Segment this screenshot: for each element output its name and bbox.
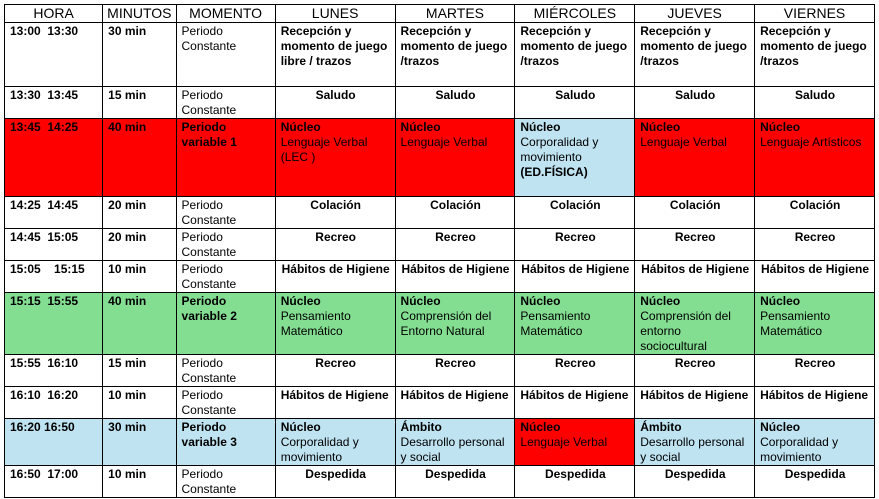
activity-title: Núcleo (760, 120, 801, 134)
table-row (5, 229, 875, 261)
time-cell: 16:20 16:50 (5, 419, 103, 466)
activity-title: Despedida (664, 467, 726, 481)
day-cell (635, 119, 755, 197)
duration-cell: 30 min (103, 419, 176, 466)
activity-title: Núcleo (280, 120, 321, 134)
day-cell (275, 466, 395, 498)
day-cell (755, 87, 875, 119)
activity-title: Hábitos de Higiene (400, 388, 509, 402)
activity-title: Hábitos de Higiene (640, 388, 749, 402)
day-cell (275, 261, 395, 293)
moment-cell: Periodo variable 3 (176, 419, 275, 466)
day-cell (395, 229, 515, 261)
day-cell (635, 355, 755, 387)
activity-subject: Corporalidad y movimiento (760, 435, 839, 464)
activity-title: Despedida (425, 467, 486, 481)
activity-title: Colación (669, 198, 721, 212)
table-row (5, 419, 875, 466)
activity-subject: Lenguaje Verbal (520, 435, 608, 449)
duration-cell: 30 min (103, 23, 176, 87)
day-cell (635, 466, 755, 498)
activity-title: Colación (430, 198, 481, 212)
activity-title: Recreo (554, 356, 596, 370)
day-cell (395, 87, 515, 119)
activity-title: Recreo (435, 230, 476, 244)
day-cell (635, 419, 755, 466)
day-cell (275, 229, 395, 261)
day-cell (515, 293, 635, 355)
activity-title: Despedida (305, 467, 366, 481)
activity-title: Núcleo (280, 294, 321, 308)
day-cell (755, 229, 875, 261)
time-cell: 15:15 15:55 (5, 293, 103, 355)
activity-title: Núcleo (400, 120, 441, 134)
activity-title: Hábitos de Higiene (281, 262, 390, 276)
day-cell (515, 355, 635, 387)
activity-title: Hábitos de Higiene (520, 388, 629, 402)
header-martes: MARTES (395, 5, 515, 23)
day-cell (755, 23, 875, 87)
moment-cell: Periodo variable 2 (176, 293, 275, 355)
day-cell (515, 197, 635, 229)
time-cell: 13:30 13:45 (5, 87, 103, 119)
activity-title: Colación (789, 198, 841, 212)
activity-title: Hábitos de Higiene (641, 262, 750, 276)
activity-title: Colación (549, 198, 601, 212)
day-cell (395, 23, 515, 87)
activity-subject: Desarrollo personal y social (400, 435, 505, 464)
duration-cell: 20 min (103, 197, 176, 229)
day-cell (275, 293, 395, 355)
duration-cell: 10 min (103, 466, 176, 498)
day-cell (395, 293, 515, 355)
activity-title: Núcleo (520, 420, 561, 434)
time-cell: 14:45 15:05 (5, 229, 103, 261)
day-cell (755, 466, 875, 498)
activity-title: Núcleo (760, 294, 801, 308)
activity-subject: Comprensión del Entorno Natural (400, 309, 492, 338)
moment-cell: Periodo Constante (176, 229, 275, 261)
header-momento: MOMENTO (176, 5, 275, 23)
activity-subject: Lenguaje Artísticos (760, 135, 862, 149)
schedule-table (4, 4, 875, 498)
day-cell (395, 355, 515, 387)
activity-title: Núcleo (520, 120, 561, 134)
header-jueves: JUEVES (635, 5, 755, 23)
activity-title: Recreo (794, 356, 836, 370)
day-cell (635, 229, 755, 261)
activity-title: Recreo (794, 230, 836, 244)
day-cell (395, 261, 515, 293)
activity-title: Recreo (435, 356, 476, 370)
table-row (5, 119, 875, 197)
activity-subject: Lenguaje Verbal (LEC ) (280, 135, 368, 164)
activity-subject: Pensamiento Matemático (280, 309, 351, 338)
activity-title: Núcleo (760, 420, 801, 434)
day-cell (275, 387, 395, 419)
activity-title: Saludo (315, 88, 356, 102)
day-cell (515, 466, 635, 498)
header-row (5, 5, 875, 23)
activity-subject: Comprensión del entorno sociocultural (640, 309, 731, 353)
activity-title: Núcleo (400, 294, 441, 308)
activity-title: Hábitos de Higiene (761, 262, 870, 276)
table-row (5, 87, 875, 119)
day-cell (755, 355, 875, 387)
activity-subject: Corporalidad y movimiento (280, 435, 359, 464)
day-cell (755, 261, 875, 293)
moment-cell: Periodo Constante (176, 197, 275, 229)
day-cell (275, 419, 395, 466)
activity-title: Núcleo (640, 294, 681, 308)
moment-cell: Periodo variable 1 (176, 119, 275, 197)
day-cell (395, 466, 515, 498)
day-cell (755, 419, 875, 466)
activity-title: Saludo (795, 88, 836, 102)
moment-cell: Periodo Constante (176, 261, 275, 293)
activity-subject: Lenguaje Verbal (400, 135, 488, 149)
day-cell (515, 419, 635, 466)
activity-subject: Corporalidad y movimiento (520, 135, 599, 164)
moment-cell: Periodo Constante (176, 466, 275, 498)
activity-title: Recreo (674, 356, 716, 370)
day-cell (275, 197, 395, 229)
time-cell: 16:10 16:20 (5, 387, 103, 419)
day-cell (635, 261, 755, 293)
time-cell: 15:05 15:15 (5, 261, 103, 293)
activity-title: Núcleo (280, 420, 321, 434)
day-cell (755, 197, 875, 229)
moment-cell: Periodo Constante (176, 87, 275, 119)
day-cell (515, 387, 635, 419)
day-cell (755, 387, 875, 419)
day-cell (635, 87, 755, 119)
time-cell: 15:55 16:10 (5, 355, 103, 387)
table-row (5, 23, 875, 87)
table-row (5, 387, 875, 419)
day-cell (395, 387, 515, 419)
duration-cell: 40 min (103, 119, 176, 197)
activity-title: Saludo (555, 88, 596, 102)
activity-title: Recreo (315, 230, 356, 244)
table-row (5, 197, 875, 229)
day-cell (635, 197, 755, 229)
table-row (5, 293, 875, 355)
activity-title: Núcleo (640, 120, 681, 134)
activity-title: Saludo (675, 88, 716, 102)
moment-cell: Periodo Constante (176, 387, 275, 419)
table-row (5, 355, 875, 387)
duration-cell: 20 min (103, 229, 176, 261)
activity-title: Núcleo (520, 294, 561, 308)
activity-subject: Pensamiento Matemático (520, 309, 591, 338)
table-row (5, 466, 875, 498)
moment-cell: Periodo Constante (176, 23, 275, 87)
activity-title: Recreo (674, 230, 716, 244)
day-cell (395, 419, 515, 466)
time-cell: 16:50 17:00 (5, 466, 103, 498)
activity-title: Hábitos de Higiene (280, 388, 389, 402)
activity-title: Hábitos de Higiene (760, 388, 869, 402)
header-miercoles: MIÉRCOLES (515, 5, 635, 23)
day-cell (275, 119, 395, 197)
day-cell (635, 293, 755, 355)
day-cell (755, 119, 875, 197)
moment-cell: Periodo Constante (176, 355, 275, 387)
time-cell: 13:45 14:25 (5, 119, 103, 197)
activity-title: Hábitos de Higiene (401, 262, 510, 276)
activity-title: Recreo (554, 230, 596, 244)
activity-title: Recepción y momento de juego /trazos (400, 24, 508, 68)
activity-note: (ED.FÍSICA) (520, 165, 588, 179)
activity-title: Recepción y momento de juego /trazos (520, 24, 628, 68)
activity-title: Recreo (315, 356, 356, 370)
day-cell (515, 261, 635, 293)
day-cell (515, 229, 635, 261)
activity-title: Despedida (544, 467, 606, 481)
activity-title: Recepción y momento de juego /trazos (760, 24, 867, 68)
activity-title: Ámbito (400, 420, 442, 434)
activity-subject: Lenguaje Verbal (640, 135, 727, 149)
header-viernes: VIERNES (755, 5, 875, 23)
day-cell (515, 119, 635, 197)
header-hora: HORA (5, 5, 103, 23)
duration-cell: 15 min (103, 87, 176, 119)
activity-subject: Desarrollo personal y social (640, 435, 745, 464)
activity-title: Despedida (784, 467, 846, 481)
activity-subject: Pensamiento Matemático (760, 309, 831, 338)
activity-title: Saludo (435, 88, 476, 102)
activity-title: Hábitos de Higiene (521, 262, 630, 276)
activity-title: Ámbito (640, 420, 682, 434)
time-cell: 14:25 14:45 (5, 197, 103, 229)
day-cell (275, 87, 395, 119)
day-cell (395, 197, 515, 229)
activity-title: Recepción y momento de juego /trazos (640, 24, 747, 68)
table-row (5, 261, 875, 293)
day-cell (515, 23, 635, 87)
day-cell (635, 23, 755, 87)
duration-cell: 10 min (103, 387, 176, 419)
day-cell (275, 355, 395, 387)
day-cell (515, 87, 635, 119)
duration-cell: 40 min (103, 293, 176, 355)
day-cell (755, 293, 875, 355)
day-cell (395, 119, 515, 197)
activity-title: Recepción y momento de juego libre / trazos (280, 24, 388, 68)
header-lunes: LUNES (275, 5, 395, 23)
day-cell (635, 387, 755, 419)
duration-cell: 10 min (103, 261, 176, 293)
day-cell (275, 23, 395, 87)
activity-title: Colación (310, 198, 361, 212)
time-cell: 13:00 13:30 (5, 23, 103, 87)
header-minutos: MINUTOS (103, 5, 176, 23)
duration-cell: 15 min (103, 355, 176, 387)
